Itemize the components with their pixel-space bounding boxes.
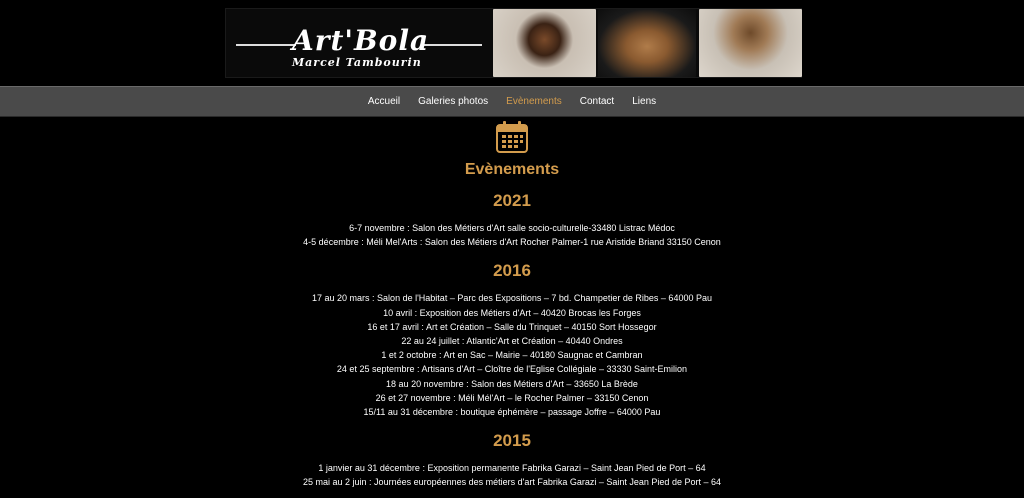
events-content [0,117,1024,490]
event-item: 17 au 20 mars : Salon de l'Habitat – Parc des Expositions – 7 bd. Champetier de Ribes – 64000 Pau [312,293,712,304]
logo-line-right [422,44,482,46]
event-item: 22 au 24 juillet : Atlantic'Art et Création – 40440 Ondres [401,336,623,347]
event-item: 1 janvier au 31 décembre : Exposition permanente Fabrika Garazi – Saint Jean Pied de Port – 64 [318,463,706,474]
event-item: 15/11 au 31 décembre : boutique éphémère – passage Joffre – 64000 Pau [363,407,661,418]
event-item: 16 et 17 avril : Art et Création – Salle du Trinquet – 40150 Sort Hossegor [367,321,657,332]
event-item: 1 et 2 octobre : Art en Sac – Mairie – 40180 Saugnac et Cambran [381,350,643,361]
year-heading: 2021 [493,191,531,210]
event-item: 18 au 20 novembre : Salon des Métiers d'Art – 33650 La Brède [386,378,638,389]
sculpture-photo-1 [493,9,596,77]
event-item: 4-5 décembre : Méli Mel'Arts : Salon des Métiers d'Art Rocher Palmer-1 rue Aristide Briand 33150 Cenon [303,237,721,248]
calendar-icon [494,119,530,155]
logo-line-left [236,44,296,46]
nav-item-contact[interactable]: Contact [579,96,615,107]
logo-title: Art'Bola [292,24,430,57]
sculpture-photo-3 [699,9,802,77]
logo-subtitle: Marcel Tambourin [292,56,422,69]
site-header [0,0,1024,86]
page-title: Evènements [464,161,560,178]
nav-item-evenements[interactable]: Evènements [506,96,562,107]
year-section-2016 [0,261,1024,419]
nav-item-liens[interactable]: Liens [632,96,657,107]
event-item: 6-7 novembre : Salon des Métiers d'Art salle socio-culturelle-33480 Listrac Médoc [349,223,675,233]
nav-item-galeries-photos[interactable]: Galeries photos [418,96,489,107]
main-nav [0,86,1024,117]
year-heading: 2016 [493,261,531,281]
nav-item-accueil[interactable]: Accueil [367,96,401,107]
sculpture-photo-2 [598,9,696,77]
year-heading: 2015 [493,431,531,451]
site-logo[interactable] [236,14,486,74]
event-item: 26 et 27 novembre : Méli Mél'Art – le Rocher Palmer – 33150 Cenon [375,392,649,403]
event-item: 25 mai au 2 juin : Journées européennes des métiers d'art Fabrika Garazi – Saint Jean Pied de Port – 64 [303,477,721,488]
event-item: 24 et 25 septembre : Artisans d'Art – Cloître de l'Eglise Collégiale – 33330 Saint-Emilion [336,364,688,375]
event-item: 10 avril : Exposition des Métiers d'Art – 40420 Brocas les Forges [383,307,641,318]
year-section-2021 [0,191,1024,249]
year-section-2015 [0,431,1024,489]
